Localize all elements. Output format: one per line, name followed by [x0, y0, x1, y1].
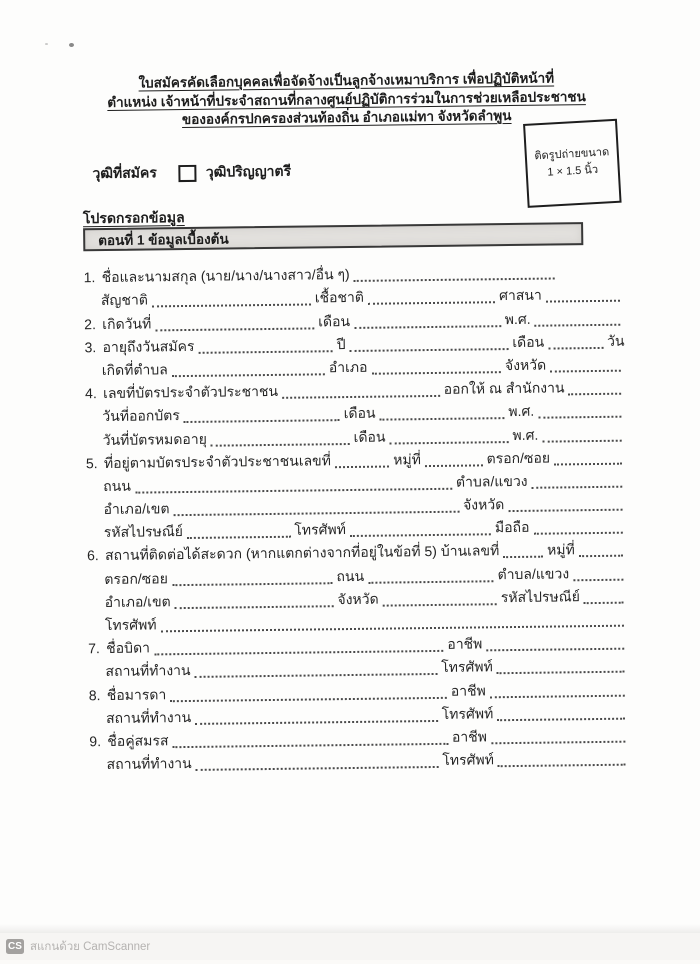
- dotted-blank-line: [335, 450, 389, 468]
- field-label: ตำบล/แขวง: [497, 564, 570, 582]
- field-label: ชื่อและนามสกุล (นาย/นาง/นางสาว/อื่น ๆ): [101, 266, 350, 286]
- dotted-blank-line: [533, 517, 622, 535]
- dotted-blank-line: [538, 401, 621, 419]
- dotted-blank-line: [584, 586, 624, 603]
- dotted-blank-line: [211, 428, 350, 447]
- item-number: 9.: [89, 733, 102, 750]
- dotted-blank-line: [160, 610, 624, 633]
- field-label: รหัสไปรษณีย์: [103, 523, 184, 541]
- dotted-blank-line: [194, 658, 437, 678]
- dotted-blank-line: [389, 426, 508, 444]
- field-label: เกิดที่ตำบล: [101, 361, 168, 378]
- dotted-blank-line: [579, 540, 623, 558]
- field-label: โทรศัพท์: [441, 658, 493, 676]
- dotted-blank-line: [198, 335, 332, 354]
- form-fields: [84, 259, 630, 776]
- field-label: เดือน: [343, 405, 376, 422]
- dotted-blank-line: [379, 402, 504, 421]
- item-number: 2.: [84, 315, 97, 332]
- dotted-blank-line: [498, 749, 626, 768]
- dotted-blank-line: [503, 541, 543, 558]
- dotted-blank-line: [152, 289, 311, 308]
- dotted-blank-line: [135, 473, 452, 494]
- field-label: สถานที่ทำงาน: [105, 708, 192, 726]
- camscanner-footer-text: สแกนด้วย CamScanner: [30, 940, 151, 953]
- field-label: วันที่บัตรหมดอายุ: [102, 430, 207, 448]
- field-label: ศาสนา: [498, 287, 542, 304]
- dotted-blank-line: [155, 312, 314, 331]
- form-title-line-1: ใบสมัครคัดเลือกบุคคลเพื่อจัดจ้างเป็นลูกจ้างเหมาบริการ เพื่อปฏิบัติหน้าที่: [138, 70, 555, 91]
- dotted-blank-line: [170, 681, 447, 701]
- field-label: สถานที่ทำงาน: [105, 662, 191, 680]
- dotted-blank-line: [368, 287, 495, 306]
- field-label: เดือน: [353, 428, 386, 445]
- field-label: โทรศัพท์: [104, 616, 157, 634]
- field-label: จังหวัด: [337, 590, 379, 607]
- dotted-blank-line: [196, 751, 439, 771]
- dotted-blank-line: [535, 308, 621, 326]
- field-label: มือถือ: [494, 519, 530, 536]
- field-label: ตำบล/แขวง: [455, 472, 528, 490]
- field-label: ที่อยู่ตามบัตรประจำตัวประชาชนเลขที่: [103, 451, 332, 471]
- dotted-blank-line: [154, 635, 444, 656]
- field-label: ถนน: [336, 567, 365, 584]
- dotted-blank-line: [195, 705, 438, 725]
- field-label: ชื่อคู่สมรส: [107, 732, 169, 749]
- field-label: จังหวัด: [462, 496, 505, 513]
- dotted-blank-line: [542, 424, 622, 442]
- camscanner-footer: [0, 933, 700, 960]
- field-label: ชื่อมารดา: [106, 685, 167, 703]
- field-label: อาชีพ: [447, 635, 483, 653]
- field-label: เดือน: [318, 312, 351, 329]
- field-label: ตรอก/ซอย: [486, 449, 551, 467]
- item-number: 3.: [84, 338, 97, 355]
- dotted-blank-line: [554, 447, 622, 465]
- field-label: วัน: [606, 332, 625, 349]
- item-number: 6.: [86, 547, 99, 564]
- dotted-blank-line: [550, 355, 621, 373]
- field-label: ตรอก/ซอย: [104, 569, 168, 587]
- field-label: อาชีพ: [451, 728, 488, 745]
- fill-in-instruction: โปรดกรอกข้อมูล: [82, 209, 185, 227]
- dotted-blank-line: [368, 565, 494, 584]
- field-label: วันที่ออกบัตร: [102, 407, 180, 425]
- qualification-label: วุฒิที่สมัคร: [92, 164, 157, 182]
- field-label: อาชีพ: [450, 681, 486, 699]
- field-label: พ.ศ.: [512, 426, 539, 443]
- item-number: 4.: [84, 385, 97, 402]
- dotted-blank-line: [175, 590, 334, 609]
- photo-attachment-box: [523, 119, 622, 208]
- field-label: หมู่ที่: [546, 541, 575, 559]
- field-label: อำเภอ: [328, 358, 368, 376]
- photo-box-label-line-1: ติดรูปถ่ายขนาด: [534, 146, 610, 163]
- field-label: เชื้อชาติ: [314, 289, 365, 306]
- field-label: สถานที่ทำงาน: [106, 755, 192, 773]
- field-label: อำเภอ/เขต: [103, 500, 170, 518]
- item-number: 1.: [83, 269, 96, 286]
- dotted-blank-line: [531, 471, 622, 489]
- form-title-line-3: ขององค์กรปกครองส่วนท้องถิ่น อำเภอแม่ทา จังหวัดลำพูน: [181, 108, 512, 128]
- field-label: โทรศัพท์: [441, 705, 494, 722]
- field-label: สัญชาติ: [100, 291, 148, 309]
- field-label: อายุถึงวันสมัคร: [102, 337, 195, 355]
- bachelor-degree-checkbox: [179, 164, 197, 181]
- field-label: ถนน: [103, 477, 131, 494]
- item-number: 5.: [85, 454, 98, 471]
- dotted-blank-line: [383, 588, 497, 606]
- dotted-blank-line: [282, 380, 440, 399]
- dotted-blank-line: [573, 563, 623, 581]
- dotted-blank-line: [508, 494, 622, 512]
- photo-box-label-line-2: 1 × 1.5 นิ้ว: [547, 163, 599, 179]
- dotted-blank-line: [425, 449, 483, 467]
- field-label: ปี: [336, 335, 346, 352]
- dotted-blank-line: [548, 332, 603, 350]
- field-label: สถานที่ติดต่อได้สะดวก (หากแตกต่างจากที่อยู่ในข้อที่ 5) บ้านเลขที่: [104, 542, 500, 564]
- field-label: เกิดวันที่: [102, 314, 152, 332]
- dotted-blank-line: [497, 656, 625, 675]
- dotted-blank-line: [490, 679, 625, 698]
- field-label: พ.ศ.: [508, 403, 535, 420]
- field-label: รหัสไปรษณีย์: [500, 588, 581, 605]
- item-number: 8.: [88, 686, 101, 703]
- dotted-blank-line: [349, 333, 508, 352]
- dotted-blank-line: [497, 702, 625, 721]
- item-number: 7.: [88, 640, 100, 657]
- form-title-line-2: ตำแหน่ง เจ้าหน้าที่ประจำสถานที่กลางศูนย์ปฏิบัติการร่วมในการช่วยเหลือประชาชน: [107, 88, 586, 110]
- field-label: อำเภอ/เขต: [104, 593, 171, 610]
- field-label: จังหวัด: [504, 356, 547, 374]
- dotted-blank-line: [486, 633, 624, 652]
- dotted-blank-line: [354, 263, 555, 282]
- dotted-blank-line: [172, 567, 333, 586]
- dotted-blank-line: [172, 728, 448, 748]
- qualification-option-label: วุฒิปริญญาตรี: [205, 162, 292, 180]
- dotted-blank-line: [173, 496, 459, 516]
- field-label: เดือน: [512, 333, 545, 350]
- field-label: หมู่ที่: [393, 450, 421, 468]
- dotted-blank-line: [172, 358, 325, 377]
- field-label: เลขที่บัตรประจำตัวประชาชน: [102, 383, 279, 402]
- dotted-blank-line: [491, 726, 626, 745]
- dotted-blank-line: [546, 285, 620, 303]
- dotted-blank-line: [371, 356, 501, 375]
- section-1-title: ตอนที่ 1 ข้อมูลเบื้องต้น: [98, 231, 229, 249]
- camscanner-logo-icon: CS: [6, 939, 24, 954]
- dotted-blank-line: [568, 378, 621, 396]
- dotted-blank-line: [187, 521, 291, 539]
- section-1-header: [83, 222, 583, 251]
- field-label: โทรศัพท์: [294, 521, 347, 538]
- qualification-row: [92, 161, 291, 185]
- field-label: โทรศัพท์: [442, 751, 494, 769]
- field-label: ออกให้ ณ สำนักงาน: [443, 379, 565, 397]
- field-label: พ.ศ.: [504, 310, 531, 327]
- dotted-blank-line: [184, 404, 340, 423]
- dotted-blank-line: [354, 310, 501, 329]
- dotted-blank-line: [350, 519, 491, 538]
- field-label: ชื่อบิดา: [106, 639, 151, 657]
